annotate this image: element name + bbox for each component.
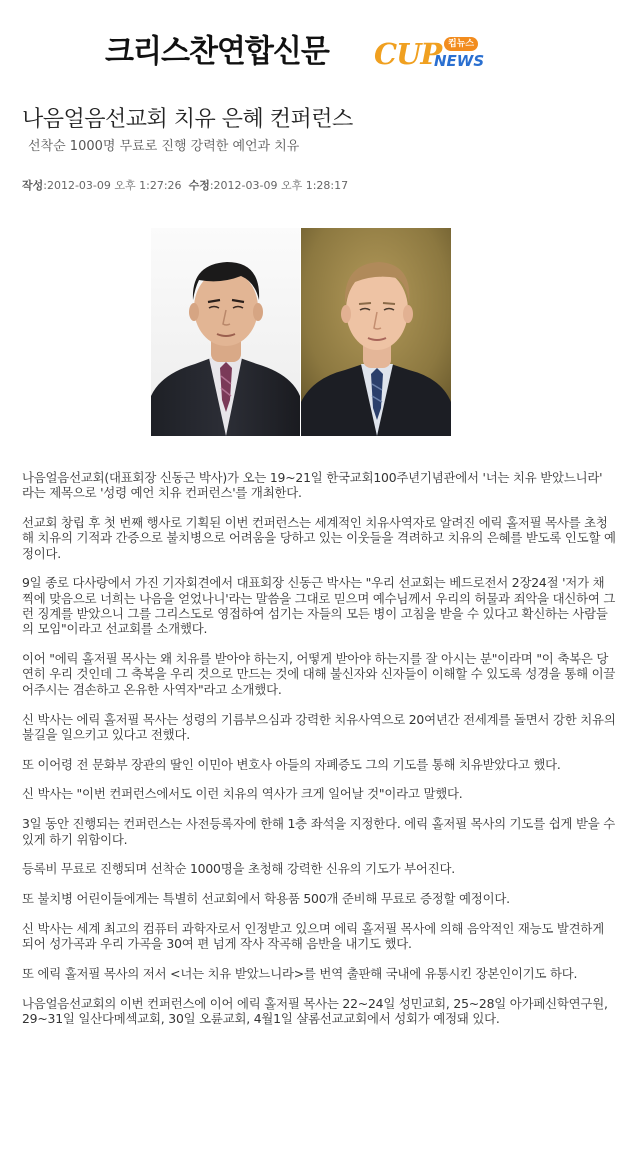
cup-news-logo[interactable]	[374, 34, 504, 74]
article-headline: 나음얼음선교회 치유 은혜 컨퍼런스	[22, 107, 353, 132]
created-label: 작성	[22, 179, 44, 192]
portrait-right-image	[301, 228, 451, 436]
cup-logo-badge: 컵뉴스	[444, 37, 478, 51]
article-paragraph: 나음얼음선교회의 이번 컨퍼런스에 이어 에릭 홀저필 목사는 22~24일 성민교회, 25~28일 아가페신학연구원, 29~31일 일산다메섹교회, 30일 오륜교회, 4월1일 샬롬선교교회에서 성회가 예정돼 있다.	[22, 995, 608, 1027]
article-paragraph: 나음얼음선교회(대표회장 신동근 박사)가 오는 19~21일 한국교회100주년기념관에서 '너는 치유 받았느니라' 라는 제목으로 '성령 예언 치유 컨퍼런스'를 개최한다.	[22, 470, 603, 501]
article-meta	[22, 178, 348, 194]
article-paragraph: 3일 동안 진행되는 컨퍼런스는 사전등록자에 한해 1층 좌석을 지정한다. 에릭 홀저필 목사의 기도를 쉽게 받을 수 있게 하기 위함이다.	[22, 816, 616, 847]
article-subhead: 선착순 1000명 무료로 진행 강력한 예언과 치유	[28, 139, 300, 154]
photo-shin-donggeun	[151, 228, 300, 436]
cup-logo-text: CUP	[374, 37, 442, 71]
newspaper-logo[interactable]: 크리스찬연합신문	[105, 33, 329, 70]
portrait-left-image	[151, 228, 300, 436]
article-paragraph: 선교회 창립 후 첫 번째 행사로 기획된 이번 컨퍼런스는 세계적인 치유사역자로 알려진 에릭 홀저필 목사를 초청해 치유의 기적과 간증으로 불치병으로 어려움을 당하고 있는 이웃들을 격려하고 치유의 은혜를 받도록 인도할 예정이다.	[22, 515, 616, 561]
photo-eric-holzapfel	[301, 228, 451, 436]
article-paragraph: 또 불치병 어린이들에게는 특별히 선교회에서 학용품 500개 준비해 무료로 증정할 예정이다.	[22, 891, 510, 907]
article-paragraph: 신 박사는 세계 최고의 컴퓨터 과학자로서 인정받고 있으며 에릭 홀저필 목사에 의해 음악적인 재능도 발견하게 되어 성가곡과 우리 가곡을 30여 편 넘게 작사 작곡해 음반을 내기도 했다.	[22, 920, 604, 952]
created-timestamp: :2012-03-09 오후 1:27:26	[43, 179, 182, 192]
article-paragraph: 신 박사는 "이번 컨퍼런스에서도 이런 치유의 역사가 크게 일어날 것"이라고 말했다.	[22, 786, 463, 802]
modified-label: 수정	[188, 179, 210, 192]
masthead	[0, 30, 624, 76]
article-body	[22, 470, 616, 1041]
article-paragraph: 또 에릭 홀저필 목사의 저서 <너는 치유 받았느니라>를 번역 출판해 국내에 유통시킨 장본인이기도 하다.	[22, 966, 578, 982]
article-paragraph: 또 이어령 전 문화부 장관의 딸인 이민아 변호사 아들의 자폐증도 그의 기도를 통해 치유받았다고 했다.	[22, 756, 561, 772]
article-paragraph: 9일 종로 다사랑에서 가진 기자회견에서 대표회장 신동근 박사는 "우리 선교회는 베드로전서 2장24절 '저가 채찍에 맞음으로 너희는 나음을 얻었나니'라는 말씀을 그대로 믿으며 예수님께서 우리의 허물과 죄악을 대신하여 그런 징계를 받았으니 그를 그리스도로 영접하여 섬기는 자들의 모든 병이 고침을 받을 수 있다고 확신하는 사람들의 모임"이라고 선교회를 소개했다.	[22, 575, 616, 637]
modified-timestamp: :2012-03-09 오후 1:28:17	[209, 179, 349, 192]
article-paragraph: 이어 "에릭 홀저필 목사는 왜 치유를 받아야 하는지, 어떻게 받아야 하는지를 잘 아시는 분"이라며 "이 축복은 당연히 우리 것인데 그 축복을 우리 것으로 만드는 것에 대해 불신자와 신자들이 이해할 수 있도록 성경을 통해 이끌어주시는 겸손하고 온유한 사역자"라고 소개했다.	[22, 651, 616, 697]
article-paragraph: 등록비 무료로 진행되며 선착순 1000명을 초청해 강력한 신유의 기도가 부어진다.	[22, 861, 455, 877]
article-paragraph: 신 박사는 에릭 홀저필 목사는 성령의 기름부으심과 강력한 치유사역으로 20여년간 전세계를 돌면서 강한 치유의 불길을 일으키고 있다고 전했다.	[22, 711, 616, 742]
news-logo-text: NEWS	[434, 52, 485, 70]
